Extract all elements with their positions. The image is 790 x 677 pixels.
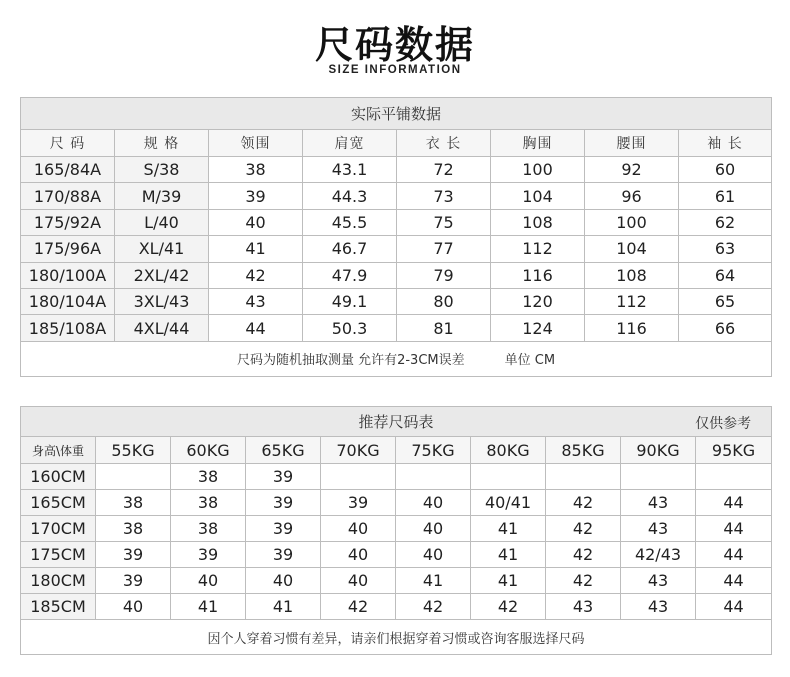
table-cell: 77 <box>397 236 491 262</box>
page-subtitle: SIZE INFORMATION <box>328 64 462 76</box>
table-cell: 41 <box>471 542 546 568</box>
table-cell: 40 <box>246 568 321 594</box>
table-cell: 38 <box>171 490 246 516</box>
table-cell: 104 <box>491 183 585 209</box>
table-cell: 44 <box>696 490 772 516</box>
table-cell: 43 <box>621 568 696 594</box>
table-cell: 104 <box>585 236 679 262</box>
table-cell: 42 <box>321 594 396 620</box>
column-header: 衣 长 <box>397 130 491 157</box>
recommend-table-caption <box>21 407 772 437</box>
table-cell: 165/84A <box>21 157 115 183</box>
table-cell: 40 <box>171 568 246 594</box>
table-cell: 44 <box>696 594 772 620</box>
table-row <box>21 568 772 594</box>
table-cell: 108 <box>491 209 585 235</box>
table-cell: 100 <box>491 157 585 183</box>
table-cell: 64 <box>679 262 772 288</box>
table-cell: 40 <box>396 542 471 568</box>
table-row <box>21 262 772 288</box>
weight-column-header: 65KG <box>246 437 321 464</box>
table-cell: 43 <box>621 490 696 516</box>
table-cell: 175/92A <box>21 209 115 235</box>
table-row <box>21 516 772 542</box>
table-cell: 43 <box>621 594 696 620</box>
table-cell <box>471 464 546 490</box>
table-cell <box>96 464 171 490</box>
table-cell: 44 <box>696 516 772 542</box>
table-row <box>21 315 772 341</box>
table-cell: 75 <box>397 209 491 235</box>
column-header: 规 格 <box>115 130 209 157</box>
height-row-header: 180CM <box>21 568 96 594</box>
table-cell: 41 <box>396 568 471 594</box>
weight-column-header: 75KG <box>396 437 471 464</box>
table-cell <box>321 464 396 490</box>
table-cell: 46.7 <box>303 236 397 262</box>
table-cell: 120 <box>491 288 585 314</box>
table-cell: 42 <box>471 594 546 620</box>
table-cell: 41 <box>209 236 303 262</box>
table-cell: 50.3 <box>303 315 397 341</box>
table-cell: 40 <box>321 542 396 568</box>
table-cell <box>546 464 621 490</box>
column-header: 领围 <box>209 130 303 157</box>
table-cell: 38 <box>171 516 246 542</box>
table-cell: 108 <box>585 262 679 288</box>
height-weight-corner-header: 身高\体重 <box>21 437 96 464</box>
table-cell: 45.5 <box>303 209 397 235</box>
table-cell: 41 <box>171 594 246 620</box>
height-row-header: 165CM <box>21 490 96 516</box>
table-cell: 39 <box>171 542 246 568</box>
column-header: 尺 码 <box>21 130 115 157</box>
recommend-note-row <box>21 620 772 655</box>
table-row <box>21 236 772 262</box>
table-row <box>21 183 772 209</box>
table-cell: 170/88A <box>21 183 115 209</box>
measurement-note <box>21 341 772 376</box>
height-row-header: 160CM <box>21 464 96 490</box>
table-cell: 39 <box>246 490 321 516</box>
weight-column-header: 85KG <box>546 437 621 464</box>
column-header: 腰围 <box>585 130 679 157</box>
table-cell: 40 <box>96 594 171 620</box>
table-cell: 44 <box>696 542 772 568</box>
table-cell: 47.9 <box>303 262 397 288</box>
table-cell: 49.1 <box>303 288 397 314</box>
table-cell: 39 <box>209 183 303 209</box>
measurement-note-row <box>21 341 772 376</box>
table-cell: 185/108A <box>21 315 115 341</box>
table-cell: 42 <box>546 516 621 542</box>
table-cell: 43 <box>621 516 696 542</box>
table-cell: 42 <box>546 542 621 568</box>
table-cell: 44 <box>209 315 303 341</box>
table-cell: 60 <box>679 157 772 183</box>
table-cell: 40 <box>209 209 303 235</box>
table-row <box>21 490 772 516</box>
table-cell: 41 <box>471 568 546 594</box>
table-cell: 44 <box>696 568 772 594</box>
table-cell: 39 <box>246 516 321 542</box>
table-cell: 3XL/43 <box>115 288 209 314</box>
table-cell: 40 <box>396 490 471 516</box>
table-cell: 81 <box>397 315 491 341</box>
table-cell: 40/41 <box>471 490 546 516</box>
table-row <box>21 464 772 490</box>
measurement-tolerance-note: 尺码为随机抽取测量 允许有2-3CM误差 <box>236 353 465 369</box>
table-cell: 39 <box>96 542 171 568</box>
column-header: 袖 长 <box>679 130 772 157</box>
table-cell: L/40 <box>115 209 209 235</box>
page-title: 尺码数据 <box>314 23 475 67</box>
table-cell: 38 <box>96 490 171 516</box>
table-cell: 80 <box>397 288 491 314</box>
column-header: 胸围 <box>491 130 585 157</box>
table-cell: 38 <box>171 464 246 490</box>
table-cell: 39 <box>246 542 321 568</box>
table-cell: 73 <box>397 183 491 209</box>
table-cell: 42/43 <box>621 542 696 568</box>
table-cell: S/38 <box>115 157 209 183</box>
table-cell: 42 <box>209 262 303 288</box>
weight-column-header: 80KG <box>471 437 546 464</box>
recommend-header-row <box>21 437 772 464</box>
table-cell: 43.1 <box>303 157 397 183</box>
table-cell <box>396 464 471 490</box>
weight-column-header: 70KG <box>321 437 396 464</box>
height-row-header: 170CM <box>21 516 96 542</box>
recommend-table <box>20 406 772 655</box>
table-cell: 116 <box>491 262 585 288</box>
table-cell: 40 <box>321 516 396 542</box>
weight-column-header: 60KG <box>171 437 246 464</box>
table-cell: 42 <box>546 568 621 594</box>
table-cell: 39 <box>321 490 396 516</box>
table-cell: XL/41 <box>115 236 209 262</box>
table-cell: 62 <box>679 209 772 235</box>
table-cell: 72 <box>397 157 491 183</box>
table-cell: 39 <box>96 568 171 594</box>
table-cell: 40 <box>396 516 471 542</box>
table-cell: 96 <box>585 183 679 209</box>
height-row-header: 175CM <box>21 542 96 568</box>
table-cell: 41 <box>246 594 321 620</box>
reference-only-label: 仅供参考 <box>695 416 752 432</box>
measurement-header-row <box>21 130 772 157</box>
table-cell: M/39 <box>115 183 209 209</box>
table-cell: 180/100A <box>21 262 115 288</box>
table-cell <box>696 464 772 490</box>
measurement-table <box>20 97 772 377</box>
table-cell: 66 <box>679 315 772 341</box>
weight-column-header: 90KG <box>621 437 696 464</box>
table-cell: 175/96A <box>21 236 115 262</box>
table-cell: 39 <box>246 464 321 490</box>
table-cell: 112 <box>491 236 585 262</box>
table-cell: 42 <box>546 490 621 516</box>
weight-column-header: 55KG <box>96 437 171 464</box>
table-cell: 4XL/44 <box>115 315 209 341</box>
column-header: 肩宽 <box>303 130 397 157</box>
height-row-header: 185CM <box>21 594 96 620</box>
recommend-note: 因个人穿着习惯有差异，请亲们根据穿着习惯或咨询客服选择尺码 <box>21 620 772 655</box>
table-cell: 79 <box>397 262 491 288</box>
table-cell: 61 <box>679 183 772 209</box>
table-cell: 38 <box>96 516 171 542</box>
table-cell: 92 <box>585 157 679 183</box>
table-cell: 43 <box>209 288 303 314</box>
table-cell: 65 <box>679 288 772 314</box>
table-row <box>21 209 772 235</box>
table-cell: 38 <box>209 157 303 183</box>
measurement-table-caption: 实际平铺数据 <box>21 98 772 130</box>
recommend-table-title: 推荐尺码表 <box>358 413 434 431</box>
weight-column-header: 95KG <box>696 437 772 464</box>
table-cell: 42 <box>396 594 471 620</box>
table-cell: 44.3 <box>303 183 397 209</box>
table-cell: 2XL/42 <box>115 262 209 288</box>
table-row <box>21 288 772 314</box>
table-cell: 124 <box>491 315 585 341</box>
unit-label: 单位 CM <box>504 353 556 369</box>
table-cell: 43 <box>546 594 621 620</box>
table-cell: 41 <box>471 516 546 542</box>
table-row <box>21 542 772 568</box>
table-cell <box>621 464 696 490</box>
table-row <box>21 594 772 620</box>
table-cell: 63 <box>679 236 772 262</box>
table-cell: 100 <box>585 209 679 235</box>
table-row <box>21 157 772 183</box>
table-cell: 116 <box>585 315 679 341</box>
table-cell: 180/104A <box>21 288 115 314</box>
table-cell: 40 <box>321 568 396 594</box>
table-cell: 112 <box>585 288 679 314</box>
